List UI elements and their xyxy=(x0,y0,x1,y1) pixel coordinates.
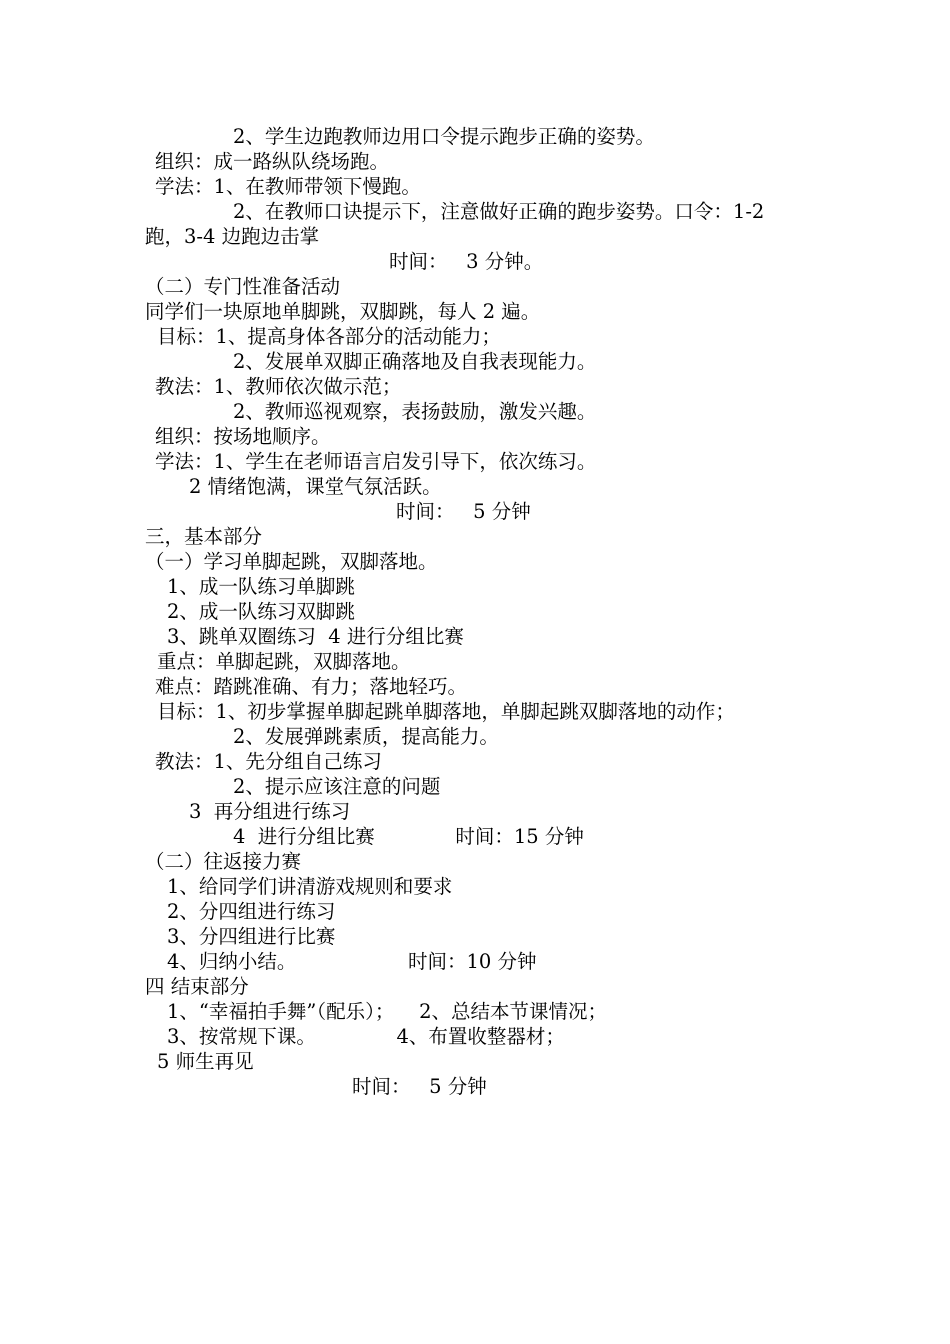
text-line-14: 学法：1、学生在老师语言启发引导下，依次练习。 xyxy=(155,450,597,473)
text-line-2: 组织：成一路纵队绕场跑。 xyxy=(155,150,390,173)
text-line-27: 2、提示应该注意的问题 xyxy=(233,775,441,798)
text-line-9: 目标：1、提高身体各部分的活动能力； xyxy=(157,325,501,348)
text-line-6: 时间： 3 分钟。 xyxy=(389,250,544,273)
text-line-28: 3 再分组进行练习 xyxy=(189,800,351,823)
text-line-35: 四 结束部分 xyxy=(145,975,249,998)
text-line-29: 4 进行分组比赛 时间：15 分钟 xyxy=(233,825,584,848)
text-line-12: 2、教师巡视观察，表扬鼓励，激发兴趣。 xyxy=(233,400,597,423)
text-line-22: 重点：单脚起跳，双脚落地。 xyxy=(157,650,411,673)
text-line-13: 组织：按场地顺序。 xyxy=(155,425,331,448)
text-line-30: （二）往返接力赛 xyxy=(145,850,302,873)
text-line-10: 2、发展单双脚正确落地及自我表现能力。 xyxy=(233,350,597,373)
text-line-38: 5 师生再见 xyxy=(157,1050,254,1073)
text-line-21: 3、跳单双圈练习 4 进行分组比赛 xyxy=(167,625,464,648)
text-line-31: 1、给同学们讲清游戏规则和要求 xyxy=(167,875,453,898)
text-line-5: 跑，3-4 边跑边击掌 xyxy=(145,225,320,248)
text-line-33: 3、分四组进行比赛 xyxy=(167,925,336,948)
text-line-3: 学法：1、在教师带领下慢跑。 xyxy=(155,175,421,198)
text-line-25: 2、发展弹跳素质，提高能力。 xyxy=(233,725,499,748)
text-line-19: 1、成一队练习单脚跳 xyxy=(167,575,355,598)
text-line-23: 难点：踏跳准确、有力；落地轻巧。 xyxy=(155,675,468,698)
text-line-4: 2、在教师口诀提示下，注意做好正确的跑步姿势。口令：1-2 xyxy=(233,200,765,223)
text-line-37: 3、按常规下课。 4、布置收整器材； xyxy=(167,1025,565,1048)
text-line-17: 三，基本部分 xyxy=(145,525,263,548)
text-line-11: 教法：1、教师依次做示范； xyxy=(155,375,402,398)
text-line-20: 2、成一队练习双脚跳 xyxy=(167,600,355,623)
text-line-26: 教法：1、先分组自己练习 xyxy=(155,750,382,773)
text-line-32: 2、分四组进行练习 xyxy=(167,900,336,923)
text-line-1: 2、学生边跑教师边用口令提示跑步正确的姿势。 xyxy=(233,125,655,148)
text-line-34: 4、归纳小结。 时间：10 分钟 xyxy=(167,950,537,973)
text-line-39: 时间： 5 分钟 xyxy=(352,1075,487,1098)
text-line-16: 时间： 5 分钟 xyxy=(396,500,531,523)
text-line-36: 1、“幸福拍手舞”（配乐）； 2、总结本节课情况； xyxy=(167,1000,608,1023)
text-line-8: 同学们一块原地单脚跳，双脚跳，每人 2 遍。 xyxy=(145,300,541,323)
text-line-7: （二）专门性准备活动 xyxy=(145,275,341,298)
text-line-15: 2 情绪饱满，课堂气氛活跃。 xyxy=(189,475,442,498)
text-line-24: 目标：1、初步掌握单脚起跳单脚落地，单脚起跳双脚落地的动作； xyxy=(157,700,735,723)
text-line-18: （一）学习单脚起跳，双脚落地。 xyxy=(145,550,438,573)
